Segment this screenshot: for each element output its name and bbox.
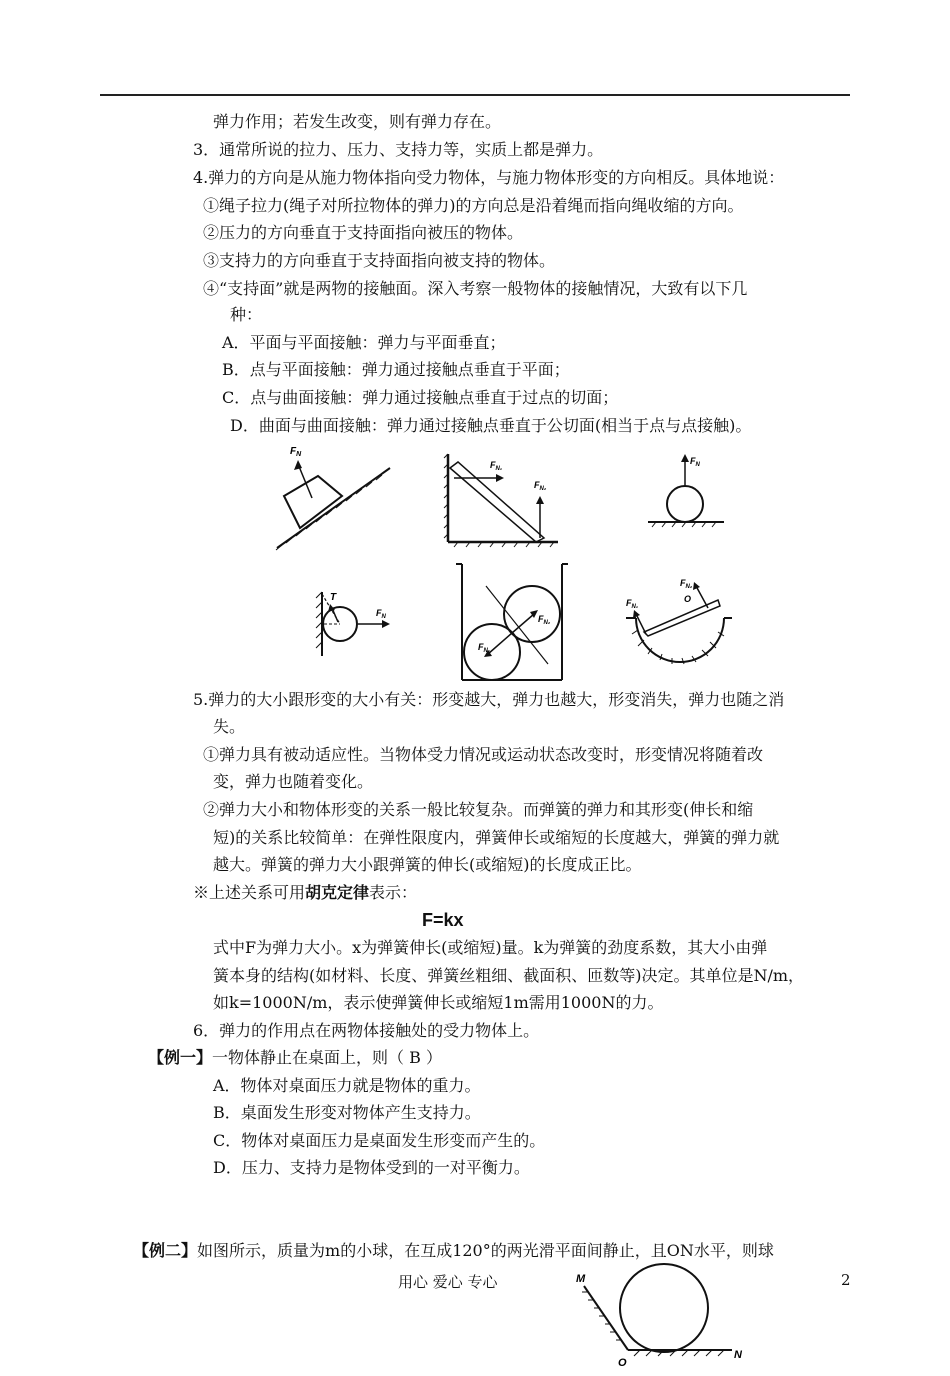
text-line: ②弹力大小和物体形变的关系一般比较复杂。而弹簧的弹力和其形变(伸长和缩: [203, 800, 754, 819]
figure-block-on-incline: [262, 440, 402, 552]
figure-two-balls-container: [452, 560, 572, 686]
text-line: D．曲面与曲面接触：弹力通过接触点垂直于公切面(相当于点与点接触)。: [230, 416, 752, 435]
label-fn1: $F_{N_1}$: [626, 598, 638, 610]
hooke-law-term: 胡克定律: [305, 883, 370, 902]
example1-question: 【例一】一物体静止在桌面上，则（ B ）: [148, 1048, 442, 1067]
figure-example2-ball: [570, 1262, 766, 1374]
text-line: ④“支持面”就是两物的接触面。深入考察一般物体的接触情况，大致有以下几: [203, 279, 748, 298]
text-line: 式中F为弹力大小。x为弹簧伸长(或缩短)量。k为弹簧的劲度系数，其大小由弹: [213, 938, 768, 957]
example1-option-d: D．压力、支持力是物体受到的一对平衡力。: [213, 1158, 530, 1177]
label-fn2: $F_{N_2}$: [538, 614, 551, 626]
text-line: 3．通常所说的拉力、压力、支持力等，实质上都是弹力。: [193, 140, 604, 159]
text-line: A．平面与平面接触：弹力与平面垂直；: [222, 333, 506, 352]
text-line: 4.弹力的方向是从施力物体指向受力物体，与施力物体形变的方向相反。具体地说：: [193, 168, 785, 187]
figure-ball-on-floor: [646, 448, 726, 528]
label-fn2: $F_{N_2}$: [680, 578, 693, 590]
text-line: ②压力的方向垂直于支持面指向被压的物体。: [203, 223, 524, 242]
figure-rod-in-bowl: [622, 572, 734, 672]
text-line: 簧本身的结构(如材料、长度、弹簧丝粗细、截面积、匝数等)决定。其单位是N/m，: [213, 966, 805, 985]
example1-option-c: C．物体对桌面压力是桌面发生形变而产生的。: [213, 1131, 546, 1150]
footer-slogan: 用心 爱心 专心: [398, 1273, 498, 1291]
label-fn2: $F_{N_2}$: [534, 480, 547, 492]
example1-option-b: B．桌面发生形变对物体产生支持力。: [213, 1103, 481, 1122]
label-fn1: $F_{N_1}$: [478, 642, 490, 654]
hooke-line: ※上述关系可用胡克定律表示：: [193, 883, 418, 902]
label-fn: $F_N$: [290, 446, 302, 458]
label-n: N: [734, 1349, 742, 1361]
text-line: 6．弹力的作用点在两物体接触处的受力物体上。: [193, 1021, 540, 1040]
label-o: O: [618, 1357, 627, 1369]
label-t: T: [330, 592, 337, 603]
label-fn: $F_N$: [690, 456, 700, 468]
text-line: 如k=1000N/m，表示使弹簧伸长或缩短1m需用1000N的力。: [213, 993, 664, 1012]
page-number: 2: [841, 1271, 851, 1289]
label-fn1: $F_{N_1}$: [490, 460, 502, 472]
text-line: 越大。弹簧的弹力大小跟弹簧的伸长(或缩短)的长度成正比。: [213, 855, 642, 874]
text-line: 弹力作用；若发生改变，则有弹力存在。: [213, 112, 502, 131]
label-m: M: [576, 1273, 586, 1285]
label-o: O: [684, 594, 692, 604]
figure-ball-on-wall: [310, 584, 400, 660]
text-line: 失。: [213, 717, 246, 736]
text-line: ①绳子拉力(绳子对所拉物体的弹力)的方向总是沿着绳而指向绳收缩的方向。: [203, 196, 744, 215]
text-line: ③支持力的方向垂直于支持面指向被支持的物体。: [203, 251, 556, 270]
text-line: 短)的关系比较简单：在弹性限度内，弹簧伸长或缩短的长度越大，弹簧的弹力就: [213, 828, 780, 847]
formula: F=kx: [422, 910, 464, 930]
figure-rod-wall: [440, 452, 560, 548]
text-line: C．点与曲面接触：弹力通过接触点垂直于过点的切面；: [222, 388, 619, 407]
text-line: B．点与平面接触：弹力通过接触点垂直于平面；: [222, 360, 570, 379]
text-line: 5.弹力的大小跟形变的大小有关：形变越大，弹力也越大，形变消失，弹力也随之消: [193, 690, 785, 709]
text-line: ①弹力具有被动适应性。当物体受力情况或运动状态改变时，形变情况将随着改: [203, 745, 764, 764]
text-line: 种：: [230, 305, 263, 324]
text-line: 变，弹力也随着变化。: [213, 772, 374, 791]
label-fn: $F_N$: [376, 608, 386, 620]
example1-option-a: A．物体对桌面压力就是物体的重力。: [213, 1076, 481, 1095]
example2-text: 【例二】如图所示，质量为m的小球，在互成120°的两光滑平面间静止，且ON水平，则球: [133, 1241, 774, 1260]
header-rule: [100, 94, 850, 96]
